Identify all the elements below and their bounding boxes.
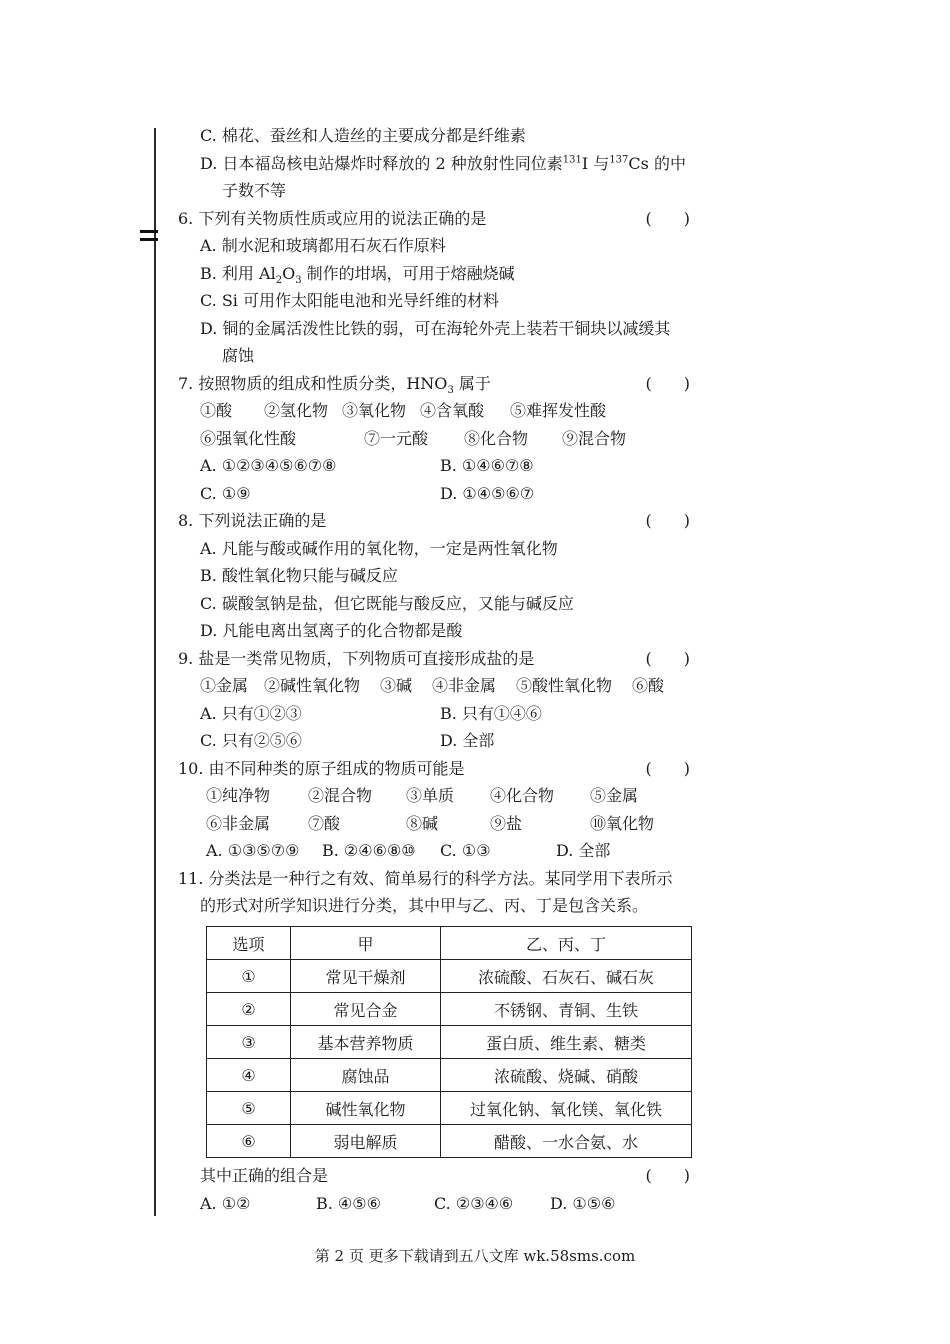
table-cell: 浓硫酸、烧碱、硝酸 — [441, 1059, 692, 1092]
q6-stem: 6. 下列有关物质性质或应用的说法正确的是 ( ) — [178, 205, 698, 233]
table-cell: 常见干燥剂 — [291, 960, 441, 993]
table-cell: ③ — [207, 1026, 291, 1059]
q6-option-c: C. Si 可用作太阳能电池和光导纤维的材料 — [200, 291, 500, 310]
q7-option-d: D. ①④⑤⑥⑦ — [440, 483, 535, 503]
q8-option-b: B. 酸性氧化物只能与碱反应 — [200, 566, 398, 585]
q7-option-c: C. ①⑨ — [200, 483, 251, 503]
q7-items-row1 — [178, 397, 698, 425]
q10-stem: 10. 由不同种类的原子组成的物质可能是 ( ) — [178, 755, 698, 783]
q11-option-a: A. ①② — [200, 1193, 251, 1213]
table-cell: 蛋白质、维生素、糖类 — [441, 1026, 692, 1059]
q7-options-ab — [178, 452, 698, 480]
q9-item: ③碱 — [380, 676, 413, 695]
table-cell: ④ — [207, 1059, 291, 1092]
q7-item: ③氧化物 — [342, 401, 407, 420]
q5-option-c: C. 棉花、蚕丝和人造丝的主要成分都是纤维素 — [200, 126, 526, 145]
q7-stem: 7. 按照物质的组成和性质分类，$HNO_3$ 属于 ( ) — [178, 370, 698, 398]
table-cell: 不锈钢、青铜、生铁 — [441, 993, 692, 1026]
q11-answer-paren: ( ) — [645, 1166, 690, 1185]
table-cell: 腐蚀品 — [291, 1059, 441, 1092]
table-cell: 浓硫酸、石灰石、碱石灰 — [441, 960, 692, 993]
q8-answer-paren: ( ) — [645, 511, 690, 530]
q7-option-b: B. ①④⑥⑦⑧ — [440, 456, 534, 475]
table-row — [207, 993, 692, 1026]
table-cell: ⑥ — [207, 1125, 291, 1158]
q8-stem: 8. 下列说法正确的是 ( ) — [178, 507, 698, 535]
table-cell: ② — [207, 993, 291, 1026]
q10-item: ⑧碱 — [406, 813, 439, 833]
q6-option-d: D. 铜的金属活泼性比铁的弱，可在海轮外壳上装若干铜块以减缓其 — [200, 318, 671, 338]
q6-option-a: A. 制水泥和玻璃都用石灰石作原料 — [200, 236, 446, 255]
q7-item: ⑦一元酸 — [364, 428, 429, 448]
q7-item: ④含氧酸 — [420, 401, 485, 420]
table-row — [207, 960, 692, 993]
page-footer: 第 2 页 更多下载请到五八文库 wk.58sms.com — [314, 1247, 636, 1265]
q7-options-cd — [178, 480, 698, 508]
q10-option-b: B. ②④⑥⑧⑩ — [322, 841, 416, 860]
q9-option-a: A. 只有①②③ — [200, 703, 302, 723]
q11-tail: 其中正确的组合是 ( ) — [178, 1162, 698, 1190]
table-cell: 碱性氧化物 — [291, 1092, 441, 1125]
table-row — [207, 1092, 692, 1125]
q9-answer-paren: ( ) — [645, 648, 690, 668]
q6-option-d-continuation: 腐蚀 — [222, 346, 255, 365]
table-row — [207, 1059, 692, 1092]
q9-item: ⑥酸 — [632, 676, 665, 695]
binding-margin-line — [154, 128, 156, 1216]
q7-item: ⑨混合物 — [562, 428, 627, 448]
q11-stem-line1: 11. 分类法是一种行之有效、简单易行的科学方法。某同学用下表所示 — [178, 868, 673, 888]
q11-option-b: B. ④⑤⑥ — [316, 1193, 381, 1213]
table-header-cell: 乙、丙、丁 — [441, 927, 692, 960]
q7-item: ①酸 — [200, 401, 233, 420]
q10-item: ⑦酸 — [308, 813, 341, 833]
table-row — [207, 1125, 692, 1158]
classification-table — [206, 926, 692, 1158]
q7-items-row2 — [178, 425, 698, 453]
q10-item: ⑤金属 — [590, 786, 639, 805]
q11-options — [178, 1190, 698, 1218]
q7-item: ⑥强氧化性酸 — [200, 428, 297, 448]
q10-item: ④化合物 — [490, 786, 555, 805]
q10-items-row1 — [178, 782, 698, 810]
q6-option-b: B. 利用 $Al_2O_3$ 制作的坩埚，可用于熔融烧碱 — [200, 263, 515, 286]
q10-option-a: A. ①③⑤⑦⑨ — [206, 841, 300, 860]
q10-item: ⑥非金属 — [206, 813, 271, 833]
exam-page — [178, 122, 698, 920]
q9-item: ①金属 — [200, 676, 249, 695]
table-header-cell: 选项 — [207, 927, 291, 960]
q8-option-c: C. 碳酸氢钠是盐，但它既能与酸反应，又能与碱反应 — [200, 593, 574, 613]
table-header-row — [207, 927, 692, 960]
table-cell: ① — [207, 960, 291, 993]
q10-item: ⑩氧化物 — [590, 813, 655, 833]
q5-option-d: D. 日本福岛核电站爆炸时释放的 2 种放射性同位素$^{131}$I 与$^{137}$Cs 的中 — [200, 153, 686, 173]
q6-answer-paren: ( ) — [645, 208, 690, 228]
q7-item: ⑧化合物 — [464, 428, 529, 448]
q11-option-d: D. ①⑤⑥ — [550, 1193, 616, 1213]
q10-item: ①纯净物 — [206, 786, 271, 805]
table-cell: 过氧化钠、氧化镁、氧化铁 — [441, 1092, 692, 1125]
q7-option-a: A. ①②③④⑤⑥⑦⑧ — [200, 456, 337, 475]
table-cell: 基本营养物质 — [291, 1026, 441, 1059]
q11-option-c: C. ②③④⑥ — [434, 1193, 514, 1213]
q10-items-row2 — [178, 810, 698, 838]
q7-answer-paren: ( ) — [645, 373, 690, 393]
q9-options-ab — [178, 700, 698, 728]
q9-option-d: D. 全部 — [440, 731, 495, 750]
table-cell: 常见合金 — [291, 993, 441, 1026]
q10-item: ③单质 — [406, 786, 455, 805]
table-header-cell: 甲 — [291, 927, 441, 960]
q9-stem: 9. 盐是一类常见物质，下列物质可直接形成盐的是 ( ) — [178, 645, 698, 673]
q9-item: ⑤酸性氧化物 — [516, 676, 613, 695]
binding-mark-bottom — [140, 238, 158, 241]
q9-option-b: B. 只有①④⑥ — [440, 703, 542, 723]
q10-item: ⑨盐 — [490, 813, 523, 833]
table-cell: ⑤ — [207, 1092, 291, 1125]
q10-answer-paren: ( ) — [645, 758, 690, 778]
table-row — [207, 1026, 692, 1059]
q8-option-d: D. 凡能电离出氢离子的化合物都是酸 — [200, 621, 463, 640]
q10-options — [178, 837, 698, 865]
q7-item: ②氢化物 — [264, 401, 329, 420]
q8-option-a: A. 凡能与酸或碱作用的氧化物，一定是两性氧化物 — [200, 538, 558, 558]
q9-item: ②碱性氧化物 — [264, 676, 361, 695]
q9-options-cd — [178, 727, 698, 755]
q9-option-c: C. 只有②⑤⑥ — [200, 731, 302, 750]
q10-option-d: D. 全部 — [556, 841, 611, 860]
table-cell: 弱电解质 — [291, 1125, 441, 1158]
binding-mark-top — [140, 230, 158, 233]
q11-answer-block — [178, 1162, 698, 1217]
q9-item: ④非金属 — [432, 676, 497, 695]
q5-option-d-continuation: 子数不等 — [222, 181, 287, 200]
table-cell: 醋酸、一水合氨、水 — [441, 1125, 692, 1158]
q7-item: ⑤难挥发性酸 — [510, 401, 607, 420]
q11-stem-line2: 的形式对所学知识进行分类，其中甲与乙、丙、丁是包含关系。 — [200, 896, 649, 915]
q10-option-c: C. ①③ — [440, 841, 491, 860]
q10-item: ②混合物 — [308, 786, 373, 805]
q9-items — [178, 672, 698, 700]
